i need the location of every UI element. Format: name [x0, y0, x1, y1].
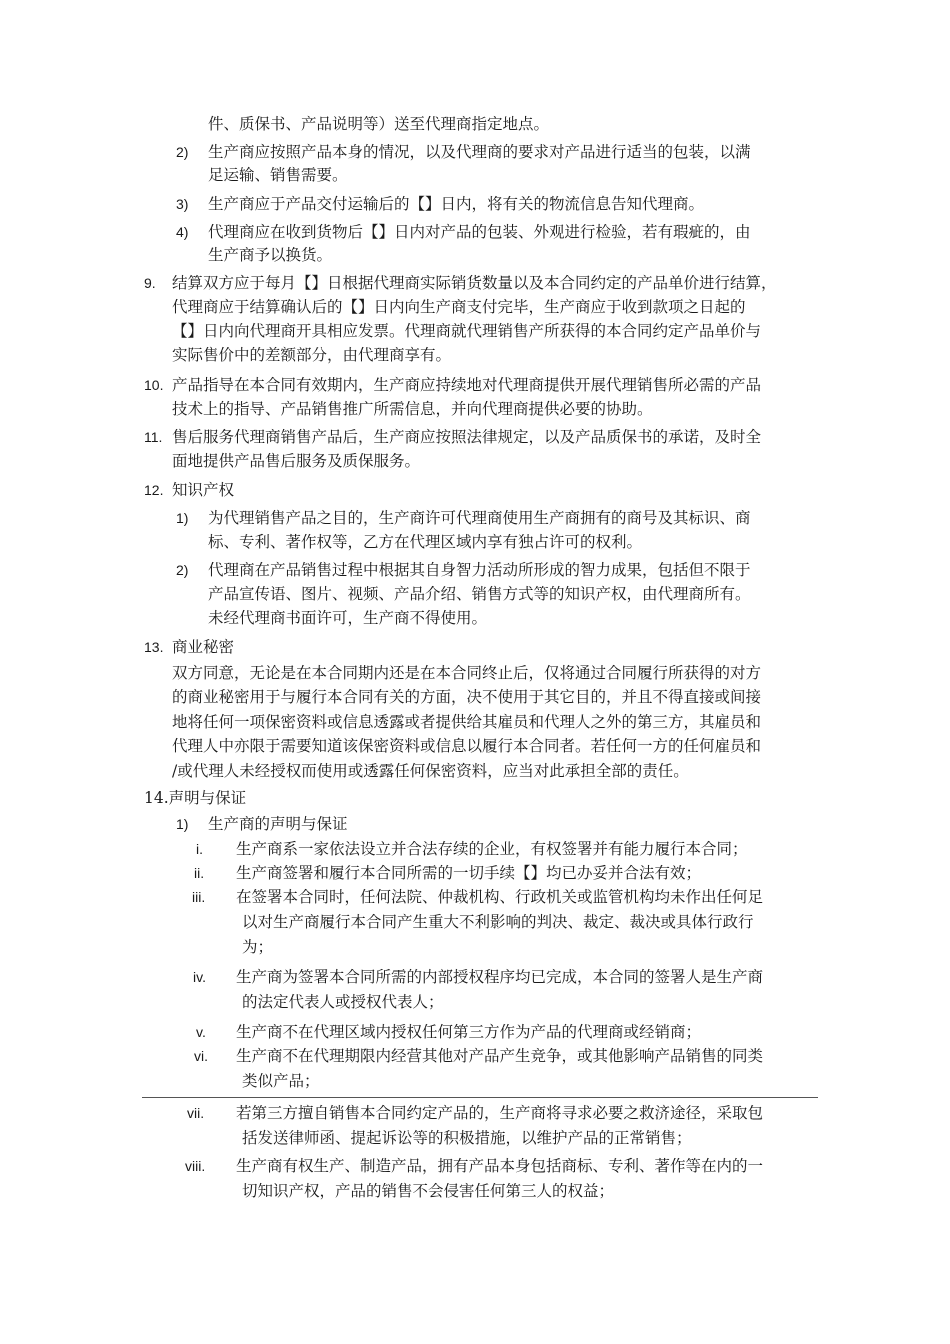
text-line: 代理商应在收到货物后【】日内对产品的包装、外观进行检验，若有瑕疵的，由: [208, 223, 751, 241]
text-line: 在签署本合同时，任何法院、仲裁机构、行政机关或监管机构均未作出任何足: [236, 888, 764, 906]
roman-number: ii.: [194, 865, 205, 881]
text-line: 生产商应于产品交付运输后的【】日内，将有关的物流信息告知代理商。: [208, 195, 705, 213]
section-title: 14.声明与保证: [144, 789, 247, 807]
section-number: 11.: [144, 429, 163, 445]
text-line: 生产商应按照产品本身的情况，以及代理商的要求对产品进行适当的包装，以满: [208, 143, 751, 161]
text-line: 为代理销售产品之目的，生产商许可代理商使用生产商拥有的商号及其标识、商: [208, 509, 751, 527]
list-number: 4): [176, 224, 189, 240]
text-line: 【】日内向代理商开具相应发票。代理商就代理销售产所获得的本合同约定产品单价与: [172, 322, 762, 340]
roman-number: vii.: [187, 1105, 205, 1121]
section-number: 9.: [144, 275, 156, 291]
text-line: 足运输、销售需要。: [208, 166, 348, 184]
list-number: 3): [176, 196, 189, 212]
roman-number: iv.: [193, 969, 206, 985]
text-line: 生产商为签署本合同所需的内部授权程序均已完成，本合同的签署人是生产商: [236, 968, 764, 986]
text-line: 若第三方擅自销售本合同约定产品的，生产商将寻求必要之救济途径，采取包: [236, 1104, 764, 1122]
section-title: 知识产权: [172, 481, 235, 499]
text-line: 生产商不在代理期限内经营其他对产品产生竞争，或其他影响产品销售的同类: [236, 1047, 764, 1065]
text-line: 以对生产商履行本合同产生重大不利影响的判决、裁定、裁决或具体行政行: [242, 913, 754, 931]
roman-number: iii.: [192, 889, 206, 905]
roman-number: i.: [196, 841, 203, 857]
text-line: 双方同意，无论是在本合同期内还是在本合同终止后，仅将通过合同履行所获得的对方: [172, 664, 762, 682]
list-number: 1): [176, 510, 189, 526]
text-line: 代理商应于结算确认后的【】日内向生产商支付完毕，生产商应于收到款项之日起的: [172, 298, 746, 316]
text-line: 产品指导在本合同有效期内，生产商应持续地对代理商提供开展代理销售所必需的产品: [172, 376, 762, 394]
text-line: 代理商在产品销售过程中根据其自身智力活动所形成的智力成果，包括但不限于: [208, 561, 751, 579]
list-number: 2): [176, 144, 189, 160]
text-line: 生产商签署和履行本合同所需的一切手续【】均已办妥并合法有效；: [236, 864, 702, 882]
text-line: 生产商不在代理区域内授权任何第三方作为产品的代理商或经销商；: [236, 1023, 702, 1041]
roman-number: v.: [196, 1024, 206, 1040]
text-line: 生产商的声明与保证: [208, 815, 348, 833]
text-line: 的商业秘密用于与履行本合同有关的方面，决不使用于其它目的，并且不得直接或间接: [172, 688, 762, 706]
text-line: /或代理人未经授权而使用或透露任何保密资料，应当对此承担全部的责任。: [172, 762, 689, 780]
text-line: 代理人中亦限于需要知道该保密资料或信息以履行本合同者。若任何一方的任何雇员和: [172, 737, 762, 755]
text-line: 括发送律师函、提起诉讼等的积极措施，以维护产品的正常销售；: [242, 1129, 692, 1147]
text-line: 技术上的指导、产品销售推广所需信息，并向代理商提供必要的协助。: [172, 400, 653, 418]
text-line: 标、专利、著作权等，乙方在代理区域内享有独占许可的权利。: [208, 533, 643, 551]
list-number: 1): [176, 816, 189, 832]
text-line: 生产商系一家依法设立并合法存续的企业，有权签署并有能力履行本合同；: [236, 840, 748, 858]
text-line: 的法定代表人或授权代表人；: [242, 993, 444, 1011]
roman-number: viii.: [185, 1158, 206, 1174]
text-line: 未经代理商书面许可，生产商不得使用。: [208, 609, 488, 627]
roman-number: vi.: [194, 1048, 208, 1064]
text-line: 产品宣传语、图片、视频、产品介绍、销售方式等的知识产权，由代理商所有。: [208, 585, 751, 603]
text-line: 件、质保书、产品说明等）送至代理商指定地点。: [208, 115, 550, 133]
text-line: 结算双方应于每月【】日根据代理商实际销货数量以及本合同约定的产品单价进行结算，: [172, 274, 777, 292]
text-line: 地将任何一项保密资料或信息透露或者提供给其雇员和代理人之外的第三方，其雇员和: [172, 713, 762, 731]
page-break-line: [142, 1097, 818, 1098]
section-number: 12.: [144, 482, 164, 498]
text-line: 实际售价中的差额部分，由代理商享有。: [172, 346, 452, 364]
text-line: 生产商予以换货。: [208, 246, 333, 264]
text-line: 面地提供产品售后服务及质保服务。: [172, 452, 421, 470]
text-line: 类似产品；: [242, 1072, 320, 1090]
text-line: 为；: [242, 938, 274, 956]
text-line: 切知识产权，产品的销售不会侵害任何第三人的权益；: [242, 1182, 615, 1200]
list-number: 2): [176, 562, 189, 578]
section-number: 13.: [144, 639, 164, 655]
section-number: 10.: [144, 377, 164, 393]
section-title: 商业秘密: [172, 638, 235, 656]
text-line: 售后服务代理商销售产品后，生产商应按照法律规定，以及产品质保书的承诺，及时全: [172, 428, 762, 446]
text-line: 生产商有权生产、制造产品，拥有产品本身包括商标、专利、著作等在内的一: [236, 1157, 764, 1175]
